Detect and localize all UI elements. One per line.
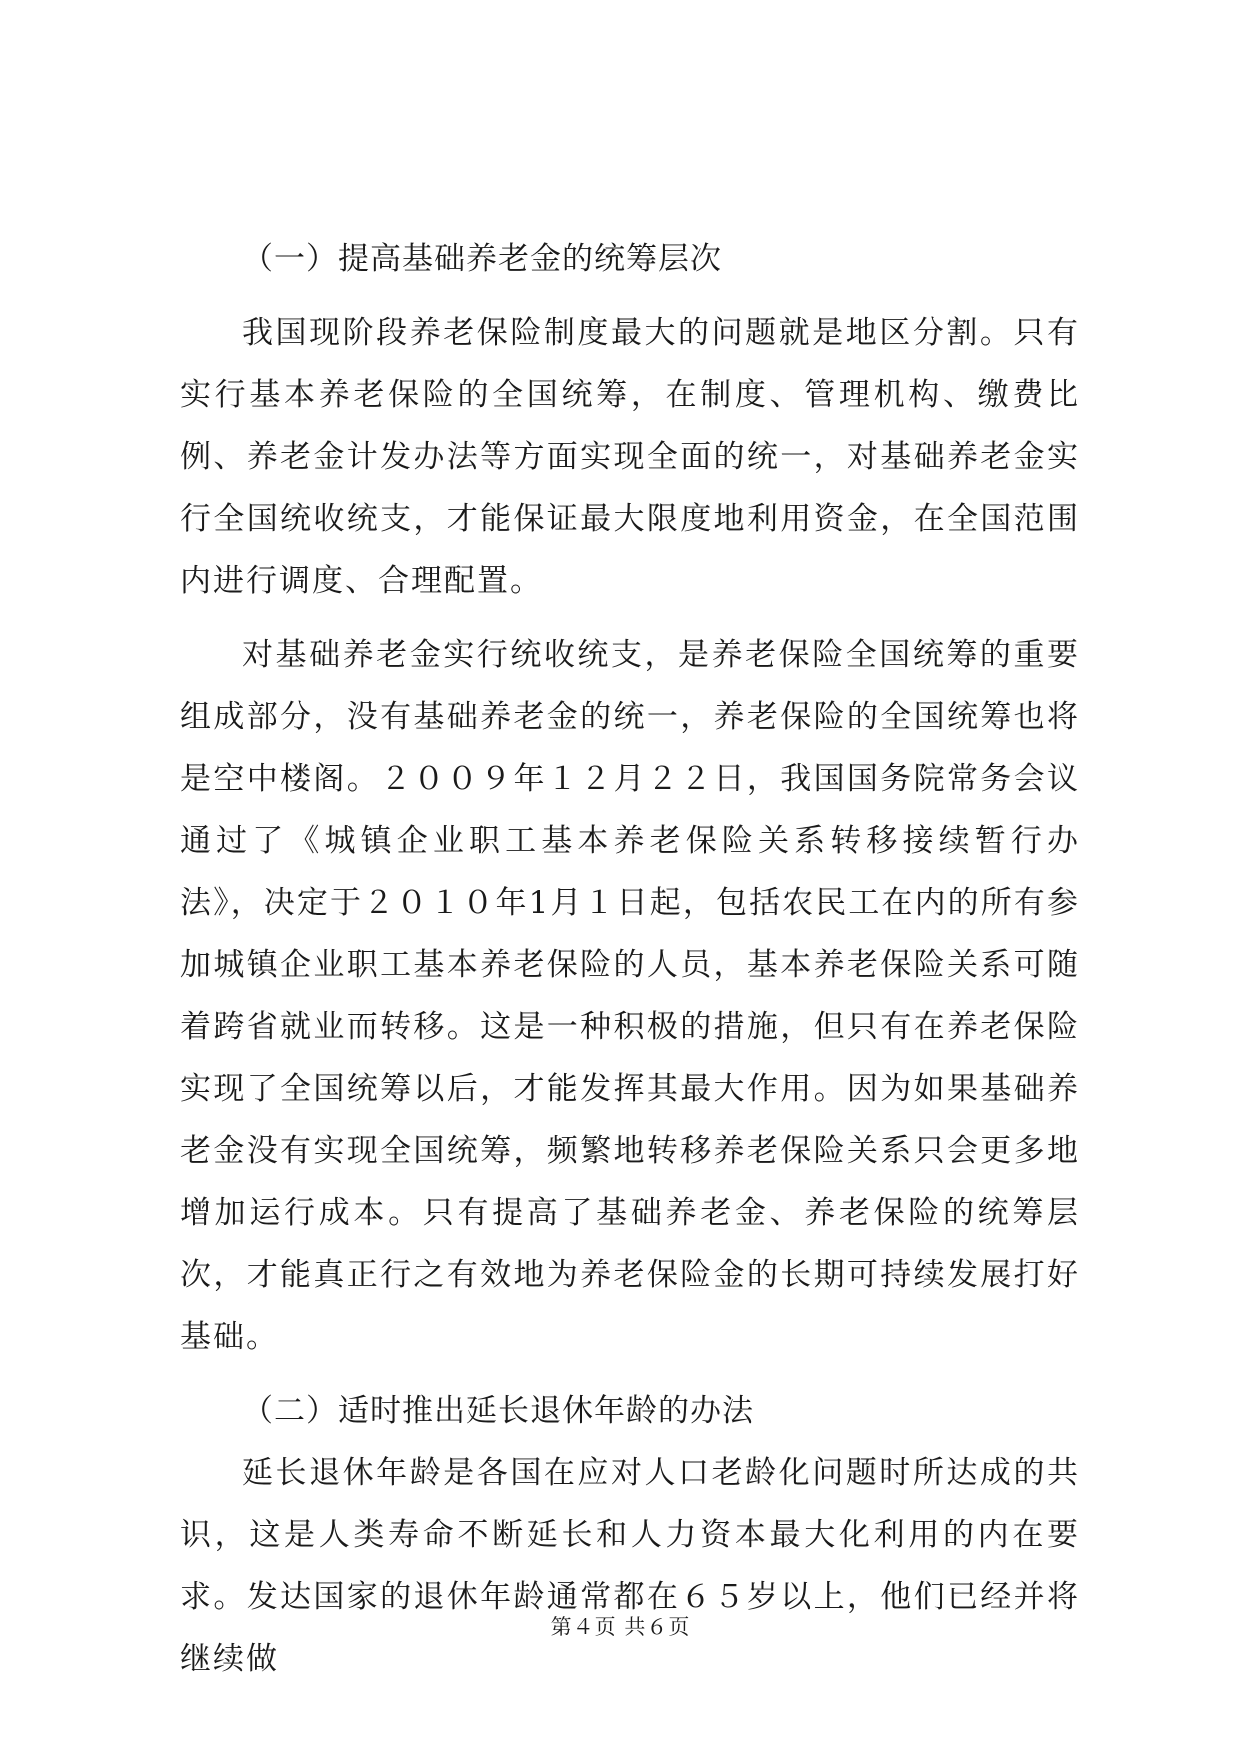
page-footer <box>0 1611 1241 1641</box>
paragraph-3: 延长退休年龄是各国在应对人口老龄化问题时所达成的共识，这是人类寿命不断延长和人力资本最大化利用的内在要求。发达国家的退休年龄通常都在６５岁以上，他们已经并将继续做 <box>180 1455 1080 1677</box>
section-heading-1: （一）提高基础养老金的统筹层次 <box>242 241 722 277</box>
paragraph-2: 对基础养老金实行统收统支，是养老保险全国统筹的重要组成部分，没有基础养老金的统一，养老保险的全国统筹也将是空中楼阁。２００９年１２月２２日，我国国务院常务会议通过了《城镇企业职工基本养老保险关系转移接续暂行办法》，决定于２０１０年1月１日起，包括农民工在内的所有参加城镇企业职工基本养老保险的人员，基本养老保险关系可随着跨省就业而转移。这是一种积极的措施，但只有在养老保险实现了全国统筹以后，才能发挥其最大作用。因为如果基础养老金没有实现全国统筹，频繁地转移养老保险关系只会更多地增加运行成本。只有提高了基础养老金、养老保险的统筹层次，才能真正行之有效地为养老保险金的长期可持续发展打好基础。 <box>180 637 1080 1355</box>
page-number-indicator: 第４页 共６页 <box>550 1615 691 1639</box>
section-heading-2: （二）适时推出延长退休年龄的办法 <box>242 1393 754 1429</box>
document-body <box>180 228 1080 1702</box>
paragraph-1: 我国现阶段养老保险制度最大的问题就是地区分割。只有实行基本养老保险的全国统筹，在制度、管理机构、缴费比例、养老金计发办法等方面实现全面的统一，对基础养老金实行全国统收统支，才能保证最大限度地利用资金，在全国范围内进行调度、合理配置。 <box>180 315 1080 599</box>
